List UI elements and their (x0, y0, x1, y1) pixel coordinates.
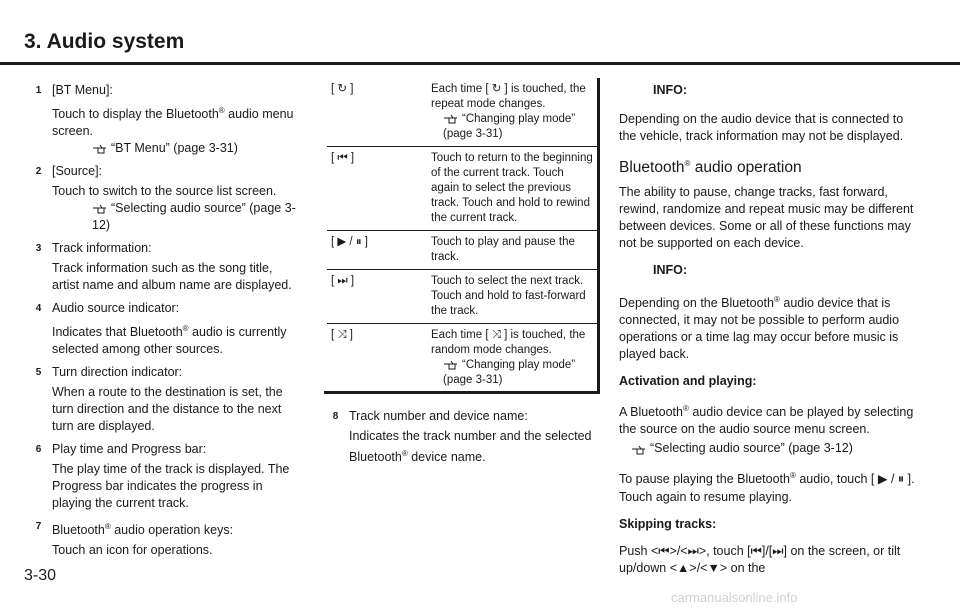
pointing-hand-icon (631, 444, 647, 455)
item-title: Play time and Progress bar: (52, 442, 207, 457)
registered-mark: ® (774, 295, 780, 305)
desc-cell: Touch to play and pause the track. (427, 231, 597, 270)
item-number-badge: 8 (332, 411, 339, 422)
item-number-badge: 4 (35, 303, 42, 315)
right-column (619, 82, 919, 587)
item-number-badge: 1 (35, 85, 42, 96)
item-text: Indicates that Bluetooth (52, 325, 183, 340)
section-title: 3. Audio system (24, 30, 185, 53)
desc-text: Each time [ ↻ ] is touched, the repeat mode changes. (431, 83, 586, 110)
registered-mark: ® (104, 522, 111, 532)
watermark: carmanualsonline.info (671, 590, 798, 605)
paragraph: Depending on the Bluetooth® audio device that is connected, it may not be possible to perform audio operations or a time lag may occur before music is played back. (619, 295, 900, 362)
key-cell: [ ⏭ ] (327, 270, 427, 324)
desc-cell: Touch to return to the beginning of the current track. Touch again to select the previous track. Touch and hold to rewind the current track. (427, 147, 597, 231)
list-item (30, 163, 300, 234)
item-text: audio menu screen. (52, 107, 294, 139)
item-text: Touch to switch to the source list screen. (52, 184, 277, 199)
page-reference[interactable] (443, 112, 593, 142)
pointing-hand-icon (92, 143, 108, 154)
paragraph: The ability to pause, change tracks, fast forward, rewind, randomize and repeat music may be different between devices. Some or all of these functions may not be supported on each device. (619, 185, 914, 251)
paragraph: Depending on the audio device that is connected to the vehicle, track information may not be displayed. (619, 112, 904, 143)
section-heading: Bluetooth® audio operation (619, 159, 802, 177)
page-number: 3-30 (24, 567, 57, 584)
item-text: Indicates the track number and the selected Bluetooth (349, 429, 592, 465)
info-heading: INFO: (653, 83, 688, 97)
reference-text: “Changing play mode” (page 3-31) (443, 113, 576, 140)
page-reference[interactable] (92, 200, 300, 234)
item-number-badge: 3 (35, 243, 42, 255)
item-text: Track information such as the song title, artist name and album name are displayed. (52, 261, 292, 293)
registered-mark: ® (684, 159, 691, 168)
registered-mark: ® (182, 324, 189, 334)
item-number-badge: 7 (35, 521, 42, 533)
reference-text: “Selecting audio source” (page 3-12) (650, 441, 853, 456)
item-number-badge: 5 (35, 367, 42, 379)
list-item (30, 518, 300, 559)
key-cell: [ ⏮ ] (327, 147, 427, 231)
reference-text: “BT Menu” (page 3-31) (111, 141, 238, 156)
list-item (327, 408, 607, 466)
page-reference[interactable] (92, 140, 300, 157)
item-text: audio is currently selected among other sources. (52, 325, 287, 357)
item-number-badge: 2 (35, 166, 42, 178)
paragraph: Push <⏮>/<⏭>, touch [⏮]/[⏭] on the screen, or tilt up/down <▲>/<▼> on the (619, 543, 901, 575)
item-text: device name. (407, 450, 486, 465)
item-text: Touch an icon for operations. (52, 543, 213, 558)
item-title: Bluetooth® audio operation keys: (52, 522, 234, 538)
table-row (327, 270, 597, 324)
key-cell: [ ⤨ ] (331, 329, 353, 341)
registered-mark: ® (401, 449, 408, 458)
item-title: [Source]: (52, 164, 103, 179)
pointing-hand-icon (443, 113, 459, 124)
item-number-badge: 6 (35, 444, 42, 456)
list-item (30, 300, 300, 358)
item-title: [BT Menu]: (52, 83, 113, 97)
registered-mark: ® (682, 404, 689, 414)
item-title: Audio source indicator: (52, 301, 180, 316)
table-row (327, 231, 597, 270)
pointing-hand-icon (443, 359, 459, 370)
key-cell: [ ▶ / ⏸ ] (327, 231, 427, 270)
reference-text: “Selecting audio source” (page 3-12) (92, 201, 296, 233)
item-text: When a route to the destination is set, the turn direction and the distance to the next turn are displayed. (52, 385, 283, 434)
list-item (30, 441, 300, 512)
list-item (30, 364, 300, 435)
desc-cell (427, 324, 597, 393)
header-divider (0, 62, 960, 65)
desc-cell: Touch to select the next track. Touch and hold to fast-forward the track. (427, 270, 597, 324)
page-reference[interactable] (631, 440, 919, 457)
list-item (30, 82, 300, 157)
list-item (30, 240, 300, 294)
pointing-hand-icon (92, 203, 108, 214)
item-title: Turn direction indicator: (52, 365, 183, 380)
item-title: Track information: (52, 241, 152, 256)
info-heading: INFO: (653, 263, 688, 278)
operation-keys-table (327, 78, 597, 392)
page-reference[interactable] (443, 358, 593, 388)
registered-mark: ® (789, 471, 796, 481)
table-row (327, 324, 597, 393)
item-text: The play time of the track is displayed. The Progress bar indicates the progress in playing the current track. (52, 462, 290, 511)
paragraph: To pause playing the Bluetooth® audio, touch [ ▶ / ⏸ ]. Touch again to resume playing. (619, 471, 915, 504)
item-title: Track number and device name: (349, 409, 528, 423)
desc-text: Each time [ ⤨ ] is touched, the random mode changes. (431, 329, 586, 356)
subheading: Activation and playing: (619, 374, 757, 389)
paragraph: A Bluetooth® audio device can be played by selecting the source on the audio source menu screen. (619, 404, 914, 437)
registered-mark: ® (218, 106, 225, 115)
subheading: Skipping tracks: (619, 516, 717, 531)
desc-cell (427, 78, 597, 147)
key-cell: [ ↻ ] (327, 78, 427, 147)
left-column (30, 82, 300, 565)
table-row (327, 147, 597, 231)
table-row (327, 78, 597, 147)
reference-text: “Changing play mode” (page 3-31) (443, 359, 576, 386)
item-text: Touch to display the Bluetooth (52, 107, 219, 122)
